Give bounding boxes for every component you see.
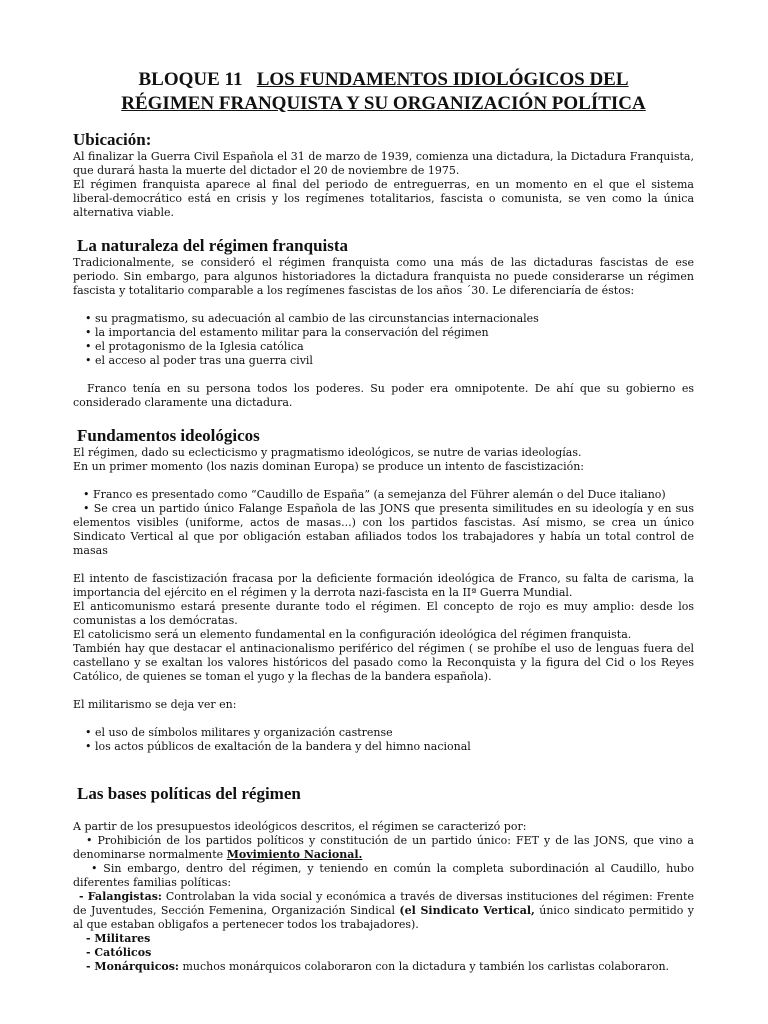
bases-bullet-1-text: • Prohibición de los partidos políticos y constitución de un partido único: FET y de las JONS, que vino a denominarse normalmente	[73, 834, 694, 861]
heading-bases: Las bases políticas del régimen	[77, 784, 301, 803]
fundamentos-bullet-1: • Franco es presentado como “Caudillo de España” (a semejanza del Führer alemán o del Duce italiano)	[83, 488, 666, 501]
fundamentos-paragraph-7: El militarismo se deja ver en:	[73, 698, 237, 711]
militarismo-bullet-2: • los actos públicos de exaltación de la bandera y del himno nacional	[85, 740, 471, 753]
bases-bullet-1	[73, 834, 694, 862]
monarquicos-text: muchos monárquicos colaboraron con la dictadura y también los carlistas colaboraron.	[178, 960, 670, 973]
falangistas-item	[73, 890, 694, 932]
fundamentos-paragraph-1: El régimen, dado su eclecticismo y pragmatismo ideológicos, se nutre de varias ideologías.	[73, 446, 582, 459]
title-bloque: BLOQUE 11	[138, 69, 243, 90]
document-title	[73, 68, 694, 116]
catolicos-item	[73, 946, 694, 960]
fundamentos-bullet-2: • Se crea un partido único Falange Española de las JONS que presenta similitudes en su ideología y en sus elementos visibles (uniforme, actos de masas...) con los partidos fascistas. Así mismo, se crea un único Sindicato Vertical al que por obligación estaban afiliados todos los trabajadores y había un total control de masas	[73, 502, 694, 557]
naturaleza-bullet-list	[73, 312, 694, 368]
naturaleza-bullet-2: • la importancia del estamento militar para la conservación del régimen	[85, 326, 489, 339]
militares-label: - Militares	[86, 932, 151, 945]
sindicato-vertical-label: (el Sindicato Vertical,	[399, 904, 535, 917]
falangistas-label: - Falangistas:	[79, 890, 162, 903]
fundamentos-paragraph-6: También hay que destacar el antinacionalismo periférico del régimen ( se prohíbe el uso de lenguas fuera del castellano y se exaltan los valores históricos del pasado como la Reconquista y la figura del Cid o los Reyes Católico, de quienes se toman el yugo y la flechas de la bandera española).	[73, 642, 694, 683]
ubicacion-paragraph-1: Al finalizar la Guerra Civil Española el 31 de marzo de 1939, comienza una dictadura, la Dictadura Franquista, que durará hasta la muerte del dictador el 20 de noviembre de 1975.	[73, 150, 694, 177]
title-line-2: RÉGIMEN FRANQUISTA Y SU ORGANIZACIÓN POLÍTICA	[121, 93, 646, 114]
monarquicos-label: - Monárquicos:	[86, 960, 179, 973]
militarismo-bullet-list	[73, 726, 694, 754]
naturaleza-bullet-3: • el protagonismo de la Iglesia católica	[85, 340, 304, 353]
naturaleza-paragraph-1: Tradicionalmente, se consideró el régimen franquista como una más de las dictaduras fascistas de ese periodo. Sin embargo, para algunos historiadores la dictadura franquista no puede considerarse un régimen fascista y totalitario comparable a los regímenes fascistas de los años ´30. Le diferenciaría de éstos:	[73, 256, 694, 297]
fundamentos-paragraph-2: En un primer momento (los nazis dominan Europa) se produce un intento de fascistización:	[73, 460, 585, 473]
fundamentos-paragraph-5: El catolicismo será un elemento fundamental en la configuración ideológica del régimen franquista.	[73, 628, 632, 641]
bases-paragraph-1: A partir de los presupuestos ideológicos descritos, el régimen se caracterizó por:	[73, 820, 527, 833]
naturaleza-bullet-4: • el acceso al poder tras una guerra civil	[85, 354, 313, 367]
movimiento-nacional-label: Movimiento Nacional.	[226, 848, 363, 861]
heading-fundamentos: Fundamentos ideológicos	[77, 426, 260, 445]
title-text-1: LOS FUNDAMENTOS IDIOLÓGICOS DEL	[256, 69, 629, 90]
militares-item	[73, 932, 694, 946]
monarquicos-item	[73, 960, 694, 974]
ubicacion-paragraph-2: El régimen franquista aparece al final del periodo de entreguerras, en un momento en el que el sistema liberal-democrático está en crisis y los regímenes totalitarios, fascista o comunista, se ven como la única alternativa viable.	[73, 178, 694, 219]
militarismo-bullet-1: • el uso de símbolos militares y organización castrense	[85, 726, 393, 739]
naturaleza-paragraph-2: Franco tenía en su persona todos los poderes. Su poder era omnipotente. De ahí que su gobierno es considerado claramente una dictadura.	[73, 382, 694, 409]
title-line-1	[73, 68, 694, 92]
heading-naturaleza: La naturaleza del régimen franquista	[77, 236, 349, 255]
fundamentos-paragraph-4: El anticomunismo estará presente durante todo el régimen. El concepto de rojo es muy amplio: desde los comunistas a los demócratas.	[73, 600, 694, 627]
falangistas-text-1: Controlaban la vida social y económica a través de diversas instituciones del régimen: Frente de Juventudes, Sección Femenina, Organización Sindical	[73, 890, 694, 917]
falangistas-text-2: único sindicato permitido y al que estaban obligafos a pertenecer todos los trabajadores).	[73, 904, 695, 931]
document-page	[73, 68, 694, 974]
catolicos-label: - Católicos	[86, 946, 152, 959]
heading-ubicacion: Ubicación:	[73, 130, 152, 149]
bases-bullet-2: • Sin embargo, dentro del régimen, y teniendo en común la completa subordinación al Caudillo, hubo diferentes familias políticas:	[73, 862, 694, 889]
naturaleza-bullet-1: • su pragmatismo, su adecuación al cambio de las circunstancias internacionales	[85, 312, 539, 325]
fundamentos-paragraph-3: El intento de fascistización fracasa por la deficiente formación ideológica de Franco, su falta de carisma, la importancia del ejército en el régimen y la derrota nazi-fascista en la IIª Guerra Mundial.	[73, 572, 694, 599]
